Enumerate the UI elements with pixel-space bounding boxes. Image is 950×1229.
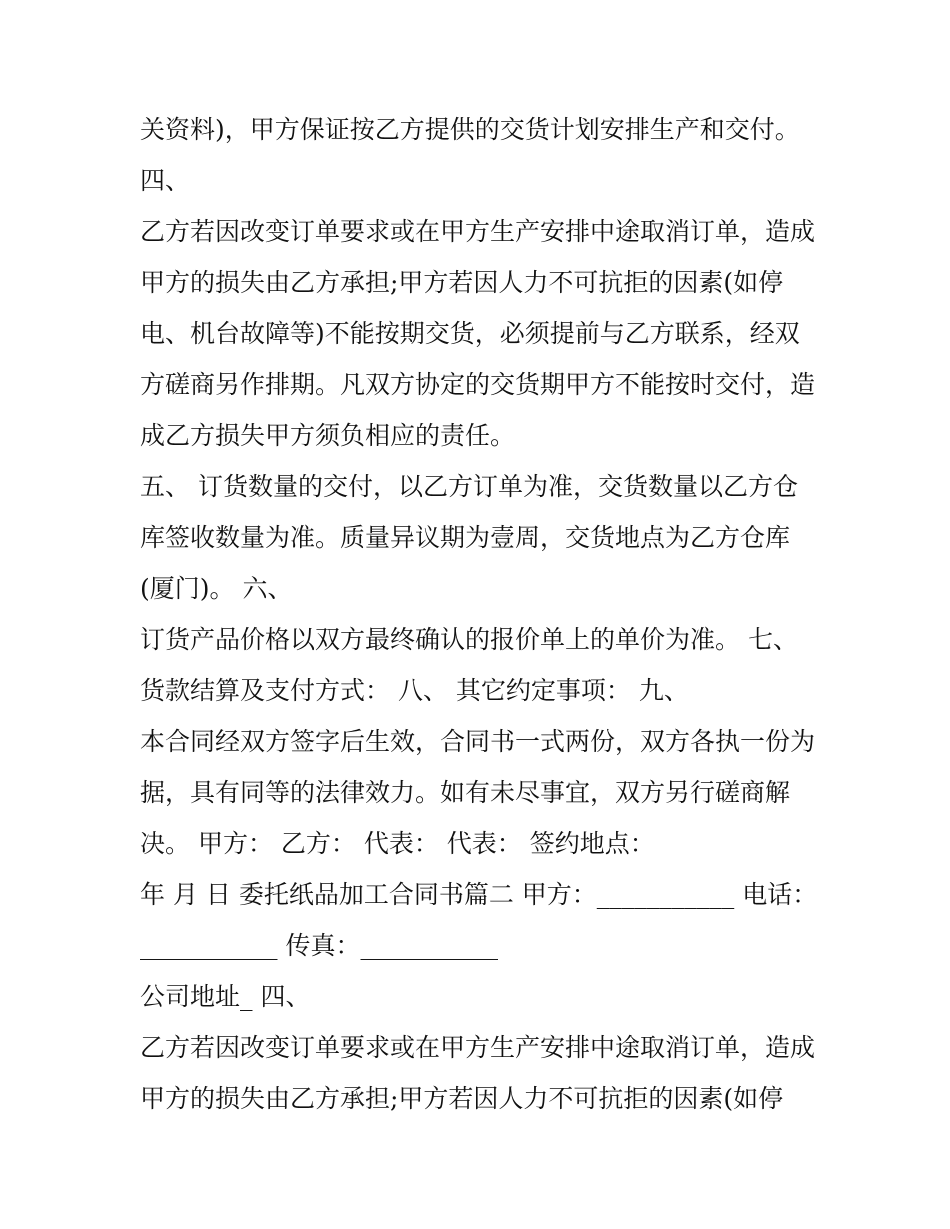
text-line: 年 月 日 委托纸品加工合同书篇二 甲方：___________ 电话： xyxy=(140,880,818,909)
text-line: 订货产品价格以双方最终确认的报价单上的单价为准。 七、 xyxy=(140,625,798,654)
text-line: 甲方的损失由乙方承担;甲方若因人力不可抗拒的因素(如停 xyxy=(140,1084,784,1113)
text-line: 四、 xyxy=(140,166,191,195)
text-line: 电、机台故障等)不能按期交货，必须提前与乙方联系，经双 xyxy=(140,319,800,348)
text-line: 据，具有同等的法律效力。如有未尽事宜，双方另行磋商解 xyxy=(140,778,791,807)
text-line: 乙方若因改变订单要求或在甲方生产安排中途取消订单，造成 xyxy=(140,1033,816,1062)
text-line: 公司地址_ 四、 xyxy=(140,982,311,1011)
text-line: 乙方若因改变订单要求或在甲方生产安排中途取消订单，造成 xyxy=(140,217,816,246)
text-line: ___________ 传真：___________ xyxy=(140,931,498,960)
text-line: 决。 甲方： 乙方： 代表： 代表： 签约地点： xyxy=(140,829,655,858)
text-line: 甲方的损失由乙方承担;甲方若因人力不可抗拒的因素(如停 xyxy=(140,268,784,297)
text-line: 关资料)，甲方保证按乙方提供的交货计划安排生产和交付。 xyxy=(140,115,800,144)
text-line: (厦门)。 六、 xyxy=(140,574,293,603)
text-line: 库签收数量为准。质量异议期为壹周，交货地点为乙方仓库 xyxy=(140,523,791,552)
text-line: 五、 订货数量的交付，以乙方订单为准，交货数量以乙方仓 xyxy=(140,472,798,501)
text-line: 货款结算及支付方式： 八、 其它约定事项： 九、 xyxy=(140,676,689,705)
text-line: 本合同经双方签字后生效，合同书一式两份，双方各执一份为 xyxy=(140,727,816,756)
contract-text xyxy=(140,104,820,1124)
text-line: 方磋商另作排期。凡双方协定的交货期甲方不能按时交付，造 xyxy=(140,370,816,399)
text-line: 成乙方损失甲方须负相应的责任。 xyxy=(140,421,516,450)
